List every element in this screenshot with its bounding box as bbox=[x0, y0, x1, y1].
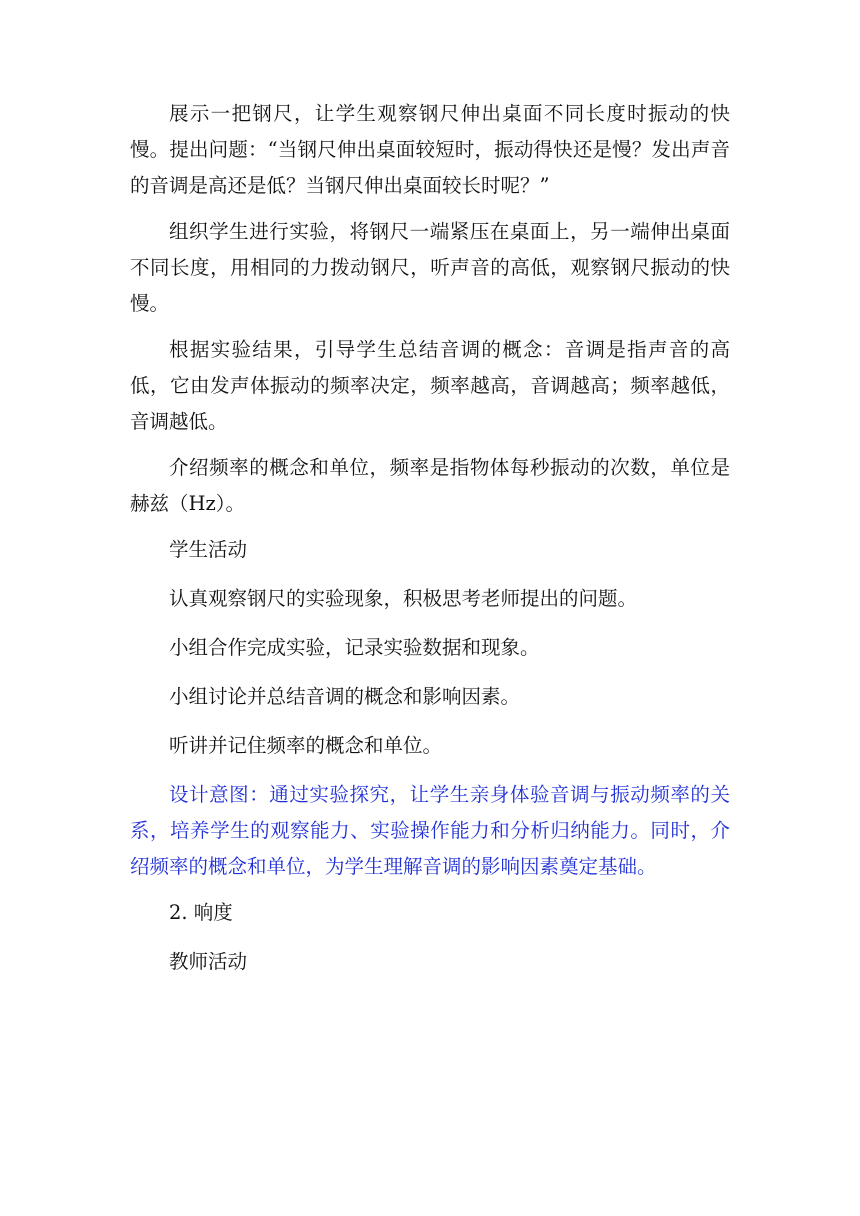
heading-student-activity: 学生活动 bbox=[169, 538, 248, 561]
document-page bbox=[130, 96, 730, 993]
section-heading-loudness: 2. 响度 bbox=[169, 901, 233, 924]
paragraph-ruler-demo: 展示一把钢尺，让学生观察钢尺伸出桌面不同长度时振动的快慢。提出问题：“当钢尺伸出桌面较短时，振动得快还是慢？发出声音的音调是高还是低？当钢尺伸出桌面较长时呢？” bbox=[130, 102, 730, 197]
heading-teacher-activity: 教师活动 bbox=[169, 950, 248, 973]
paragraph-experiment: 组织学生进行实验，将钢尺一端紧压在桌面上，另一端伸出桌面不同长度，用相同的力拨动钢尺，听声音的高低，观察钢尺振动的快慢。 bbox=[130, 220, 730, 315]
list-item: 小组讨论并总结音调的概念和影响因素。 bbox=[169, 685, 521, 708]
paragraph-design-intent: 设计意图：通过实验探究，让学生亲身体验音调与振动频率的关系，培养学生的观察能力、实验操作能力和分析归纳能力。同时，介绍频率的概念和单位，为学生理解音调的影响因素奠定基础。 bbox=[130, 783, 730, 878]
list-item: 小组合作完成实验，记录实验数据和现象。 bbox=[169, 636, 540, 659]
paragraph-frequency: 介绍频率的概念和单位，频率是指物体每秒振动的次数，单位是赫兹（Hz）。 bbox=[130, 456, 730, 515]
list-item: 听讲并记住频率的概念和单位。 bbox=[169, 734, 443, 757]
paragraph-pitch-concept: 根据实验结果，引导学生总结音调的概念：音调是指声音的高低，它由发声体振动的频率决定，频率越高，音调越高；频率越低，音调越低。 bbox=[130, 338, 730, 433]
list-item: 认真观察钢尺的实验现象，积极思考老师提出的问题。 bbox=[169, 587, 638, 610]
